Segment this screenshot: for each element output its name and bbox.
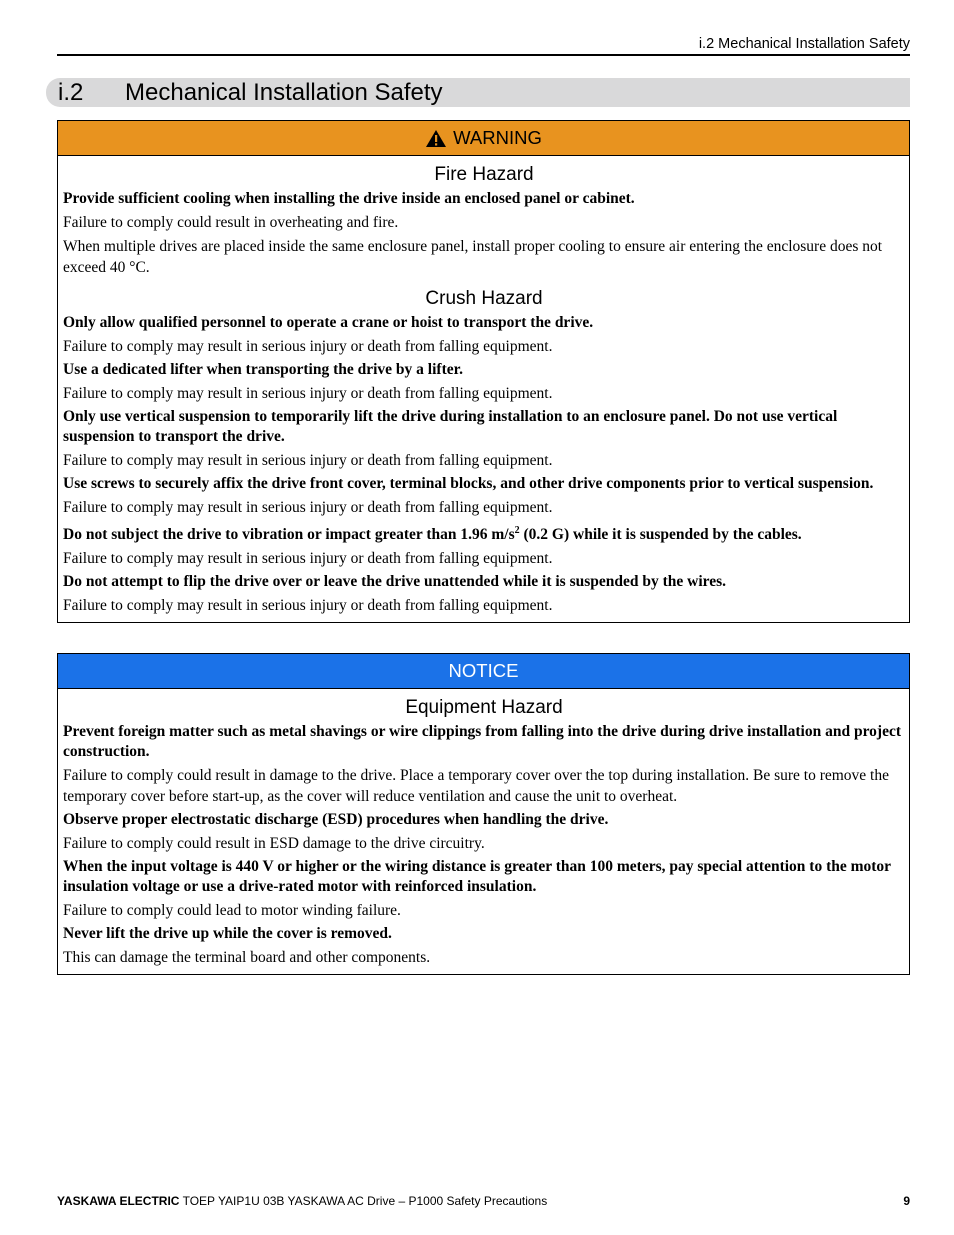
warning-instruction: Use screws to securely affix the drive front cover, terminal blocks, and other drive components prior to vertical suspension. [63,475,874,492]
warning-instruction: Provide sufficient cooling when installing the drive inside an enclosed panel or cabinet. [63,190,635,207]
warning-note: When multiple drives are placed inside the same enclosure panel, install proper cooling to ensure air entering the enclosure does not exceed 40 °C. [63,238,883,276]
notice-instruction: When the input voltage is 440 V or higher or the wiring distance is greater than 100 meters, pay special attention to the motor insulation voltage or use a drive-rated motor with reinforced insulation. [63,858,891,895]
notice-consequence: Failure to comply could result in ESD damage to the drive circuitry. [63,835,485,852]
warning-consequence: Failure to comply may result in serious injury or death from falling equipment. [63,597,553,615]
superscript-2: 2 [514,525,520,536]
section-title: Mechanical Installation Safety [125,79,443,106]
warning-consequence: Failure to comply may result in serious injury or death from falling equipment. [63,452,553,469]
warning-instruction: Use a dedicated lifter when transporting the drive by a lifter. [63,361,463,378]
warning-instruction: Do not attempt to flip the drive over or leave the drive unattended while it is suspended by the wires. [63,573,727,591]
notice-instruction: Observe proper electrostatic discharge (ESD) procedures when handling the drive. [63,811,609,828]
footer-brand: YASKAWA ELECTRIC [57,1194,180,1208]
warning-header [58,121,909,156]
hazard-title-equipment: Equipment Hazard [405,697,563,718]
vibration-text-b: (0.2 G) while it is suspended by the cables. [519,526,802,544]
header-rule [57,54,910,56]
warning-instruction: Only allow qualified personnel to operate a crane or hoist to transport the drive. [63,314,594,331]
section-number: i.2 [58,79,84,106]
warning-consequence: Failure to comply could result in overheating and fire. [63,214,399,231]
notice-header [58,654,909,689]
page-number: 9 [903,1194,910,1208]
warning-body [58,156,909,622]
hazard-title-fire: Fire Hazard [434,164,534,185]
notice-consequence: This can damage the terminal board and other components. [63,949,431,966]
warning-consequence: Failure to comply may result in serious injury or death from falling equipment. [63,338,553,355]
warning-triangle-icon [425,129,447,148]
warning-consequence: Failure to comply may result in serious injury or death from falling equipment. [63,499,553,516]
notice-consequence: Failure to comply could lead to motor winding failure. [63,902,401,919]
footer-document-info [57,1194,547,1208]
warning-label: WARNING [453,127,542,148]
notice-label: NOTICE [448,660,519,681]
notice-consequence: Failure to comply could result in damage to the drive. Place a temporary cover over the top during installation. Be sure to remove the temporary cover before start-up, as the cover will reduce ventilation and cause the unit to overheat. [63,767,889,805]
section-heading-bar [46,78,910,107]
running-header: i.2 Mechanical Installation Safety [698,36,910,52]
notice-instruction: Prevent foreign matter such as metal shavings or wire clippings from falling into the drive during drive installation and project construction. [63,723,901,760]
notice-box [57,653,910,975]
warning-box [57,120,910,623]
footer-doc-title: TOEP YAIP1U 03B YASKAWA AC Drive – P1000 Safety Precautions [179,1194,548,1208]
warning-instruction: Only use vertical suspension to temporarily lift the drive during installation to an enclosure panel. Do not use vertical suspension to transport the drive. [63,408,838,445]
notice-instruction: Never lift the drive up while the cover is removed. [63,925,392,942]
warning-consequence: Failure to comply may result in serious injury or death from falling equipment. [63,550,553,568]
vibration-text-a: Do not subject the drive to vibration or impact greater than 1.96 m/s [63,526,515,544]
notice-body [58,689,909,974]
warning-consequence: Failure to comply may result in serious injury or death from falling equipment. [63,385,553,402]
warning-instruction-vibration [63,521,905,545]
hazard-title-crush: Crush Hazard [425,288,543,309]
